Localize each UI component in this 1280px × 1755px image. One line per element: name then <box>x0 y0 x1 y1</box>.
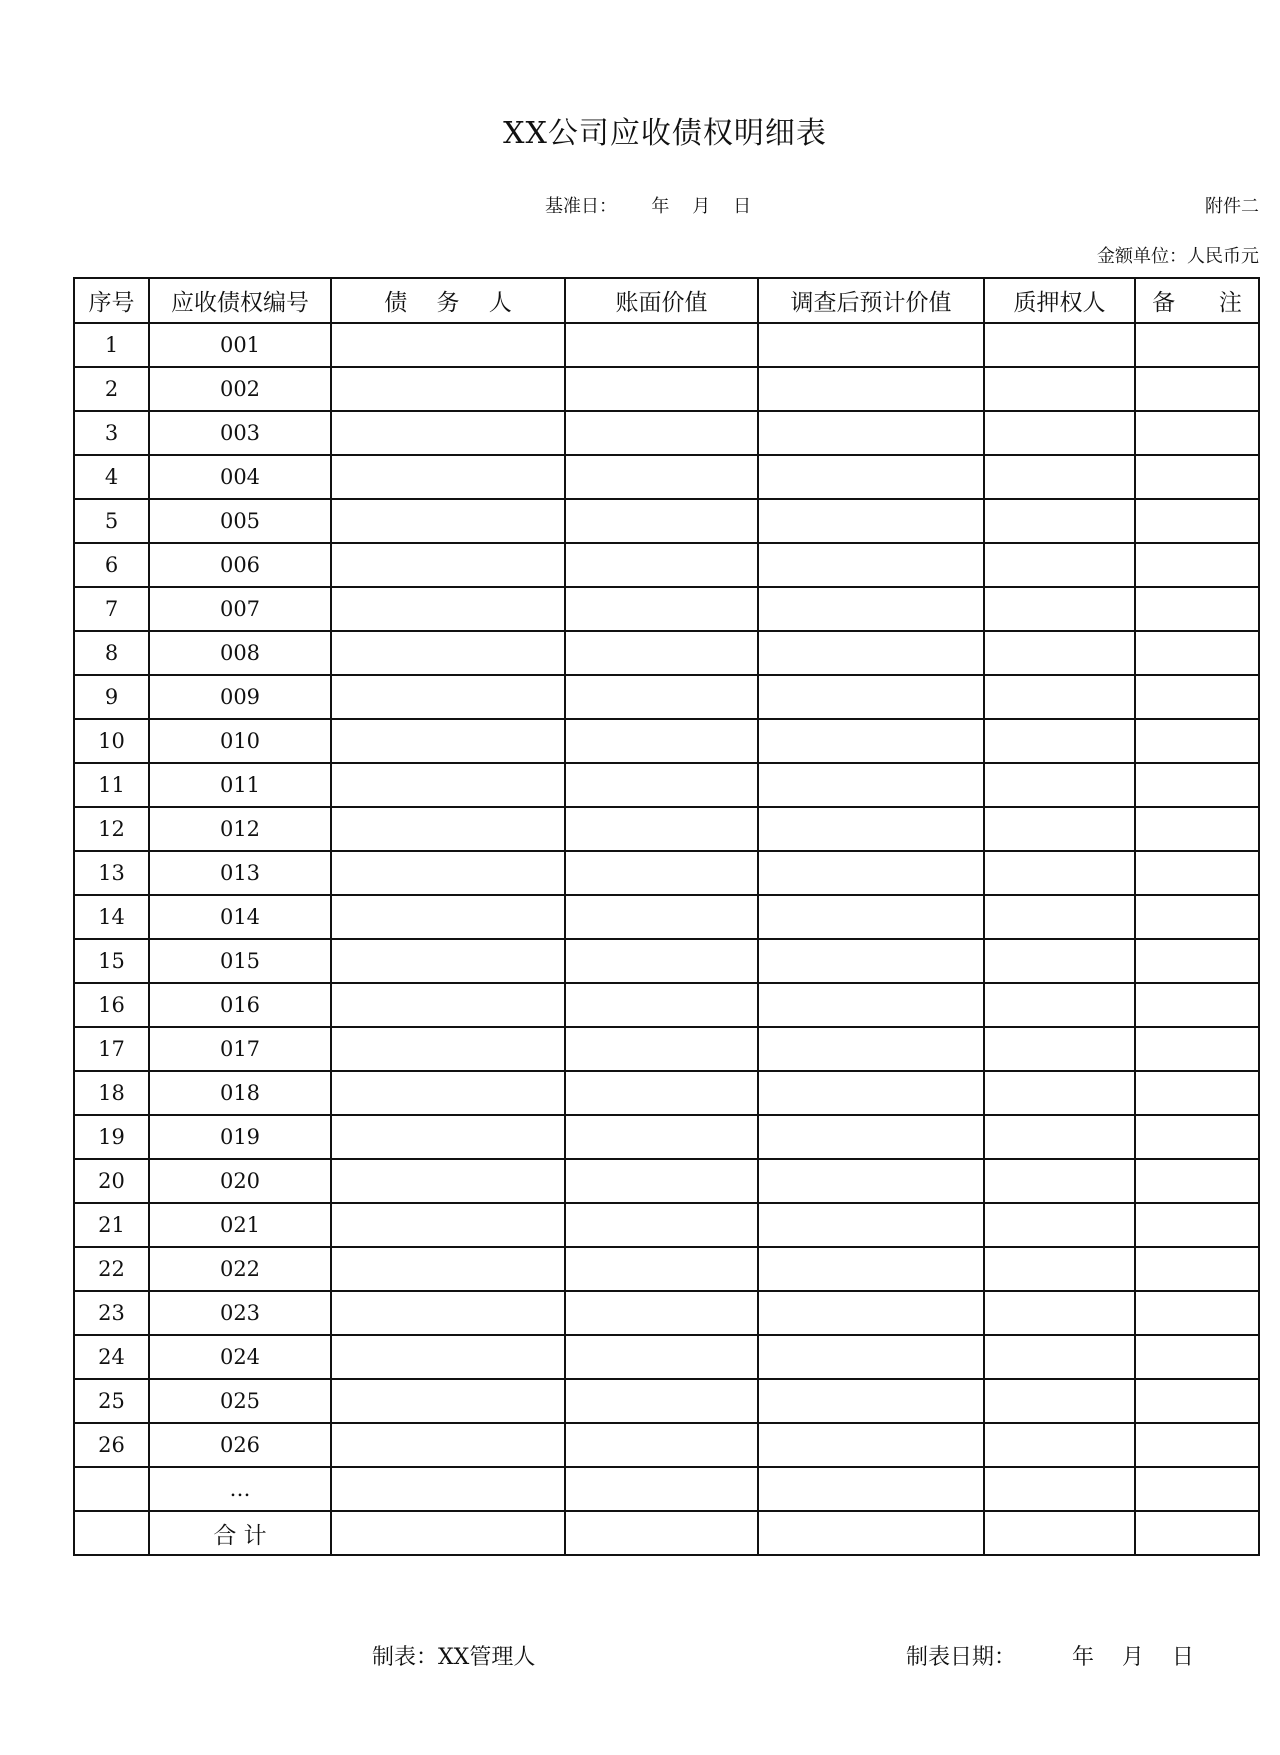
pledgee-cell[interactable] <box>984 1115 1135 1159</box>
debtor-cell[interactable] <box>331 939 565 983</box>
seq-cell: 2 <box>74 367 149 411</box>
estimated-value-cell[interactable] <box>758 1027 984 1071</box>
seq-cell: 14 <box>74 895 149 939</box>
footer-maker: 制表：XX管理人 <box>372 1645 536 1670</box>
table-header-row <box>74 278 1259 323</box>
pledgee-cell[interactable] <box>984 939 1135 983</box>
pledgee-cell[interactable] <box>984 1423 1135 1467</box>
book-value-cell[interactable] <box>565 587 758 631</box>
book-value-cell[interactable] <box>565 1115 758 1159</box>
remarks-cell[interactable] <box>1135 807 1259 851</box>
debtor-cell[interactable] <box>331 1379 565 1423</box>
estimated-value-cell[interactable] <box>758 587 984 631</box>
table-row <box>74 1291 1259 1335</box>
debtor-cell[interactable] <box>331 587 565 631</box>
estimated-value-cell[interactable] <box>758 1247 984 1291</box>
estimated-value-cell[interactable] <box>758 719 984 763</box>
debtor-cell[interactable] <box>331 763 565 807</box>
seq-cell: 17 <box>74 1027 149 1071</box>
remarks-cell[interactable] <box>1135 1335 1259 1379</box>
code-cell: 013 <box>149 851 331 895</box>
remarks-cell[interactable] <box>1135 895 1259 939</box>
book-value-cell[interactable] <box>565 455 758 499</box>
book-value-cell[interactable] <box>565 543 758 587</box>
seq-cell: 7 <box>74 587 149 631</box>
estimated-value-cell[interactable] <box>758 1379 984 1423</box>
remarks-cell[interactable] <box>1135 1071 1259 1115</box>
estimated-value-cell[interactable] <box>758 1203 984 1247</box>
remarks-cell[interactable] <box>1135 939 1259 983</box>
pledgee-cell[interactable] <box>984 675 1135 719</box>
pledgee-cell[interactable] <box>984 1291 1135 1335</box>
seq-cell: 20 <box>74 1159 149 1203</box>
pledgee-cell[interactable] <box>984 411 1135 455</box>
estimated-value-cell[interactable] <box>758 367 984 411</box>
table-row <box>74 939 1259 983</box>
appendix-label: 附件二 <box>1205 196 1259 217</box>
book-value-cell[interactable] <box>565 719 758 763</box>
estimated-value-cell[interactable] <box>758 1335 984 1379</box>
remarks-cell[interactable] <box>1135 719 1259 763</box>
seq-cell: 18 <box>74 1071 149 1115</box>
debtor-cell[interactable] <box>331 1423 565 1467</box>
column-header-estimated-value: 调查后预计价值 <box>758 278 984 323</box>
seq-cell: 16 <box>74 983 149 1027</box>
code-cell: 025 <box>149 1379 331 1423</box>
code-cell: 022 <box>149 1247 331 1291</box>
debtor-cell[interactable] <box>331 983 565 1027</box>
table-row <box>74 851 1259 895</box>
currency-unit: 金额单位：人民币元 <box>1097 246 1259 267</box>
table-row <box>74 367 1259 411</box>
total-debtor-cell[interactable] <box>331 1511 565 1555</box>
debtor-cell[interactable] <box>331 1027 565 1071</box>
estimated-value-cell[interactable] <box>758 499 984 543</box>
book-value-cell[interactable] <box>565 807 758 851</box>
remarks-cell[interactable] <box>1135 1379 1259 1423</box>
total-label: 合 计 <box>149 1511 331 1555</box>
code-cell: 010 <box>149 719 331 763</box>
remarks-cell[interactable] <box>1135 851 1259 895</box>
table-row <box>74 1027 1259 1071</box>
debtor-cell[interactable] <box>331 367 565 411</box>
remarks-cell[interactable] <box>1135 1159 1259 1203</box>
remarks-cell[interactable] <box>1135 763 1259 807</box>
seq-cell <box>74 1467 149 1511</box>
table-row <box>74 543 1259 587</box>
remarks-cell[interactable] <box>1135 1291 1259 1335</box>
base-date: 基准日： 年 月 日 <box>545 196 752 217</box>
table-row <box>74 763 1259 807</box>
table-row <box>74 587 1259 631</box>
remarks-cell[interactable] <box>1135 1247 1259 1291</box>
book-value-cell[interactable] <box>565 1027 758 1071</box>
table-row <box>74 983 1259 1027</box>
pledgee-cell[interactable] <box>984 1379 1135 1423</box>
table-row <box>74 455 1259 499</box>
code-cell: 009 <box>149 675 331 719</box>
remarks-cell[interactable] <box>1135 1203 1259 1247</box>
table-row <box>74 807 1259 851</box>
table-row <box>74 719 1259 763</box>
book-value-cell[interactable] <box>565 1291 758 1335</box>
debtor-cell[interactable] <box>331 719 565 763</box>
debtor-cell[interactable] <box>331 1335 565 1379</box>
table-row <box>74 1335 1259 1379</box>
seq-cell: 3 <box>74 411 149 455</box>
pledgee-cell[interactable] <box>984 1027 1135 1071</box>
code-cell: 004 <box>149 455 331 499</box>
debtor-cell[interactable] <box>331 543 565 587</box>
estimated-value-cell[interactable] <box>758 851 984 895</box>
seq-cell: 24 <box>74 1335 149 1379</box>
total-row <box>74 1511 1259 1555</box>
remarks-cell[interactable] <box>1135 367 1259 411</box>
remarks-cell[interactable] <box>1135 631 1259 675</box>
code-cell: 014 <box>149 895 331 939</box>
column-header-seq: 序号 <box>74 278 149 323</box>
seq-cell: 11 <box>74 763 149 807</box>
estimated-value-cell[interactable] <box>758 763 984 807</box>
code-cell: 023 <box>149 1291 331 1335</box>
book-value-cell[interactable] <box>565 631 758 675</box>
estimated-value-cell[interactable] <box>758 807 984 851</box>
pledgee-cell[interactable] <box>984 851 1135 895</box>
table-row <box>74 631 1259 675</box>
debtor-cell[interactable] <box>331 323 565 367</box>
code-cell: 015 <box>149 939 331 983</box>
estimated-value-cell[interactable] <box>758 983 984 1027</box>
pledgee-cell[interactable] <box>984 323 1135 367</box>
code-cell: 020 <box>149 1159 331 1203</box>
table-row <box>74 1071 1259 1115</box>
pledgee-cell[interactable] <box>984 1467 1135 1511</box>
estimated-value-cell[interactable] <box>758 543 984 587</box>
seq-cell: 6 <box>74 543 149 587</box>
estimated-value-cell[interactable] <box>758 455 984 499</box>
code-cell: 018 <box>149 1071 331 1115</box>
seq-cell: 15 <box>74 939 149 983</box>
table-row <box>74 411 1259 455</box>
seq-cell: 13 <box>74 851 149 895</box>
pledgee-cell[interactable] <box>984 367 1135 411</box>
pledgee-cell[interactable] <box>984 1335 1135 1379</box>
seq-cell: 8 <box>74 631 149 675</box>
table-row <box>74 895 1259 939</box>
book-value-cell[interactable] <box>565 1247 758 1291</box>
seq-cell: 26 <box>74 1423 149 1467</box>
book-value-cell[interactable] <box>565 1423 758 1467</box>
remarks-cell[interactable] <box>1135 543 1259 587</box>
book-value-cell[interactable] <box>565 1335 758 1379</box>
estimated-value-cell[interactable] <box>758 675 984 719</box>
code-cell: 006 <box>149 543 331 587</box>
seq-cell: 23 <box>74 1291 149 1335</box>
table-row <box>74 1115 1259 1159</box>
remarks-cell[interactable] <box>1135 455 1259 499</box>
table-row <box>74 675 1259 719</box>
debtor-cell[interactable] <box>331 1291 565 1335</box>
pledgee-cell[interactable] <box>984 1159 1135 1203</box>
table-row <box>74 1203 1259 1247</box>
book-value-cell[interactable] <box>565 411 758 455</box>
total-pledgee-cell[interactable] <box>984 1511 1135 1555</box>
debtor-cell[interactable] <box>331 675 565 719</box>
book-value-cell[interactable] <box>565 499 758 543</box>
code-cell: 024 <box>149 1335 331 1379</box>
remarks-cell[interactable] <box>1135 411 1259 455</box>
debtor-cell[interactable] <box>331 411 565 455</box>
book-value-cell[interactable] <box>565 323 758 367</box>
code-cell: 017 <box>149 1027 331 1071</box>
estimated-value-cell[interactable] <box>758 895 984 939</box>
remarks-cell[interactable] <box>1135 323 1259 367</box>
table-row <box>74 1467 1259 1511</box>
estimated-value-cell[interactable] <box>758 1115 984 1159</box>
pledgee-cell[interactable] <box>984 895 1135 939</box>
page-title: XX公司应收债权明细表 <box>503 116 827 151</box>
remarks-cell[interactable] <box>1135 1467 1259 1511</box>
seq-cell: 25 <box>74 1379 149 1423</box>
debtor-cell[interactable] <box>331 1159 565 1203</box>
pledgee-cell[interactable] <box>984 499 1135 543</box>
estimated-value-cell[interactable] <box>758 1467 984 1511</box>
total-seq-cell <box>74 1511 149 1555</box>
book-value-cell[interactable] <box>565 851 758 895</box>
estimated-value-cell[interactable] <box>758 1423 984 1467</box>
debtor-cell[interactable] <box>331 499 565 543</box>
seq-cell: 12 <box>74 807 149 851</box>
estimated-value-cell[interactable] <box>758 1159 984 1203</box>
debtor-cell[interactable] <box>331 895 565 939</box>
code-cell: 011 <box>149 763 331 807</box>
code-cell: 002 <box>149 367 331 411</box>
book-value-cell[interactable] <box>565 939 758 983</box>
column-header-debtor: 债 务 人 <box>331 278 565 323</box>
code-cell: 021 <box>149 1203 331 1247</box>
table-row <box>74 1379 1259 1423</box>
column-header-code: 应收债权编号 <box>149 278 331 323</box>
remarks-cell[interactable] <box>1135 1423 1259 1467</box>
column-header-remarks: 备 注 <box>1135 278 1259 323</box>
debtor-cell[interactable] <box>331 1115 565 1159</box>
total-remarks-cell[interactable] <box>1135 1511 1259 1555</box>
remarks-cell[interactable] <box>1135 675 1259 719</box>
code-cell: 012 <box>149 807 331 851</box>
pledgee-cell[interactable] <box>984 983 1135 1027</box>
pledgee-cell[interactable] <box>984 807 1135 851</box>
remarks-cell[interactable] <box>1135 1027 1259 1071</box>
code-cell: 003 <box>149 411 331 455</box>
code-cell: 019 <box>149 1115 331 1159</box>
seq-cell: 4 <box>74 455 149 499</box>
pledgee-cell[interactable] <box>984 1203 1135 1247</box>
receivables-table <box>73 277 1260 1556</box>
pledgee-cell[interactable] <box>984 763 1135 807</box>
seq-cell: 22 <box>74 1247 149 1291</box>
remarks-cell[interactable] <box>1135 587 1259 631</box>
debtor-cell[interactable] <box>331 1203 565 1247</box>
table-row <box>74 499 1259 543</box>
estimated-value-cell[interactable] <box>758 323 984 367</box>
book-value-cell[interactable] <box>565 1071 758 1115</box>
book-value-cell[interactable] <box>565 983 758 1027</box>
remarks-cell[interactable] <box>1135 499 1259 543</box>
book-value-cell[interactable] <box>565 1467 758 1511</box>
pledgee-cell[interactable] <box>984 543 1135 587</box>
total-estimated-value-cell[interactable] <box>758 1511 984 1555</box>
seq-cell: 19 <box>74 1115 149 1159</box>
debtor-cell[interactable] <box>331 1247 565 1291</box>
seq-cell: 5 <box>74 499 149 543</box>
estimated-value-cell[interactable] <box>758 1071 984 1115</box>
remarks-cell[interactable] <box>1135 1115 1259 1159</box>
book-value-cell[interactable] <box>565 1379 758 1423</box>
pledgee-cell[interactable] <box>984 455 1135 499</box>
seq-cell: 21 <box>74 1203 149 1247</box>
table-row <box>74 1423 1259 1467</box>
book-value-cell[interactable] <box>565 675 758 719</box>
seq-cell: 10 <box>74 719 149 763</box>
estimated-value-cell[interactable] <box>758 939 984 983</box>
estimated-value-cell[interactable] <box>758 1291 984 1335</box>
pledgee-cell[interactable] <box>984 587 1135 631</box>
code-cell: 026 <box>149 1423 331 1467</box>
seq-cell: 1 <box>74 323 149 367</box>
column-header-pledgee: 质押权人 <box>984 278 1135 323</box>
debtor-cell[interactable] <box>331 631 565 675</box>
book-value-cell[interactable] <box>565 763 758 807</box>
code-cell: 005 <box>149 499 331 543</box>
pledgee-cell[interactable] <box>984 1247 1135 1291</box>
estimated-value-cell[interactable] <box>758 411 984 455</box>
debtor-cell[interactable] <box>331 1071 565 1115</box>
total-book-value-cell[interactable] <box>565 1511 758 1555</box>
code-cell: 007 <box>149 587 331 631</box>
column-header-book-value: 账面价值 <box>565 278 758 323</box>
remarks-cell[interactable] <box>1135 983 1259 1027</box>
footer-date: 制表日期： 年 月 日 <box>906 1645 1194 1670</box>
table-row <box>74 1247 1259 1291</box>
book-value-cell[interactable] <box>565 1159 758 1203</box>
debtor-cell[interactable] <box>331 807 565 851</box>
table-row <box>74 1159 1259 1203</box>
book-value-cell[interactable] <box>565 367 758 411</box>
debtor-cell[interactable] <box>331 851 565 895</box>
table-row <box>74 323 1259 367</box>
pledgee-cell[interactable] <box>984 719 1135 763</box>
pledgee-cell[interactable] <box>984 631 1135 675</box>
estimated-value-cell[interactable] <box>758 631 984 675</box>
code-cell: … <box>149 1467 331 1511</box>
debtor-cell[interactable] <box>331 1467 565 1511</box>
debtor-cell[interactable] <box>331 455 565 499</box>
pledgee-cell[interactable] <box>984 1071 1135 1115</box>
seq-cell: 9 <box>74 675 149 719</box>
book-value-cell[interactable] <box>565 895 758 939</box>
code-cell: 016 <box>149 983 331 1027</box>
code-cell: 001 <box>149 323 331 367</box>
code-cell: 008 <box>149 631 331 675</box>
book-value-cell[interactable] <box>565 1203 758 1247</box>
